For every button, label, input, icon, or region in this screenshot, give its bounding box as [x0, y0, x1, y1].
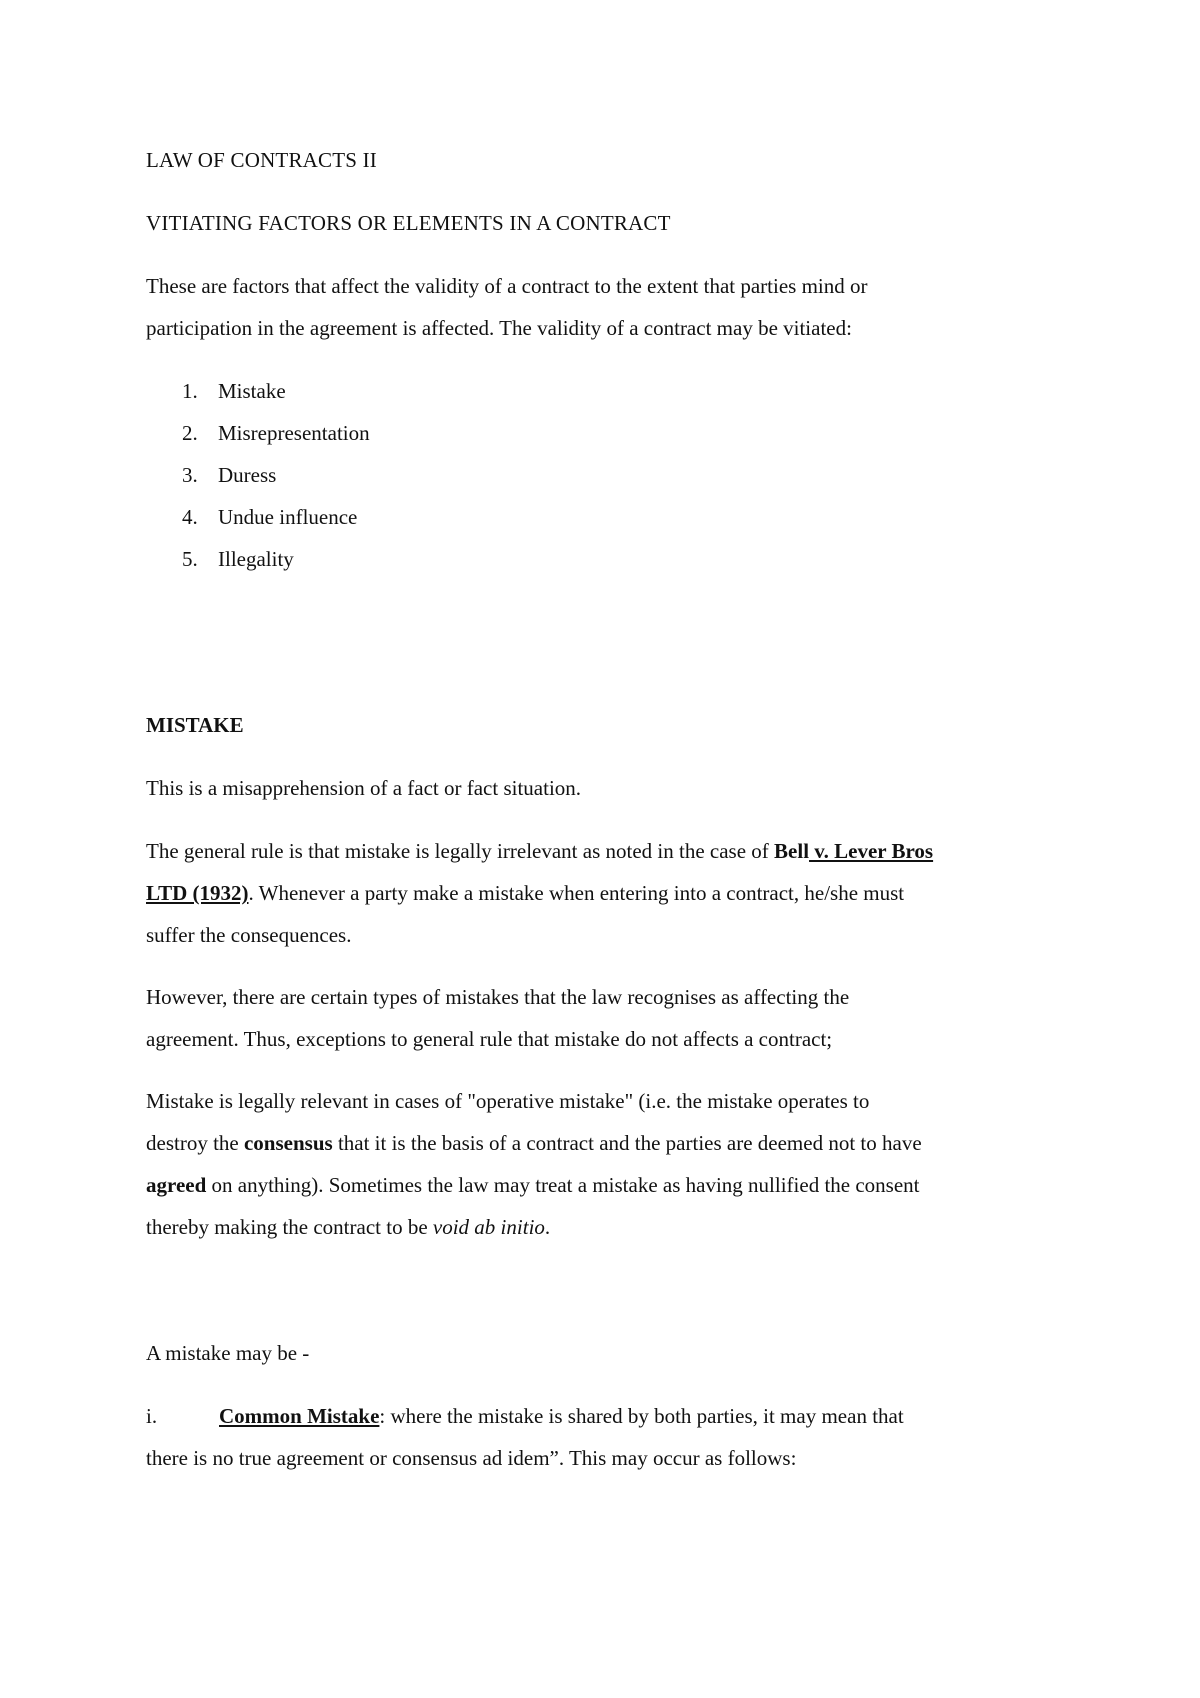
mistake-definition: This is a misapprehension of a fact or fact situation.	[146, 776, 582, 800]
common-mistake-item: i. Common Mistake: where the mistake is shared by both parties, it may mean that there is no true agreement or consensus ad idem”. This may occur as follows:	[146, 1404, 904, 1470]
list-item: 3. Duress	[182, 463, 277, 487]
term-consensus: consensus	[243, 1131, 333, 1155]
term-common-mistake: Common Mistake	[219, 1404, 380, 1428]
term-agreed: agreed	[146, 1173, 207, 1197]
list-item: 5. Illegality	[182, 547, 294, 571]
list-item: 1. Mistake	[182, 379, 286, 403]
exceptions-paragraph: However, there are certain types of mistakes that the law recognises as affecting the agreement. Thus, exceptions to general rule that mistake do not affects a contract;	[146, 985, 850, 1051]
mistake-heading: MISTAKE	[146, 713, 244, 737]
list-item: 4. Undue influence	[182, 505, 358, 529]
intro-paragraph: These are factors that affect the validity of a contract to the extent that parties mind or participation in the agreement is affected. The validity of a contract may be vitiated:	[146, 274, 868, 340]
types-intro: A mistake may be -	[146, 1341, 310, 1365]
case-name-part2: v. Lever Bros	[809, 839, 934, 863]
list-item: 2. Misrepresentation	[182, 421, 370, 445]
term-void-ab-initio: void ab initio	[432, 1215, 545, 1239]
general-rule-paragraph: The general rule is that mistake is legally irrelevant as noted in the case of Bell v. Lever Bros LTD (1932). Whenever a party make a mistake when entering into a contract, he/she must suffer the consequences.	[146, 839, 934, 947]
document-title: LAW OF CONTRACTS II	[146, 148, 377, 172]
case-name-part1: Bell	[774, 839, 810, 863]
case-citation: LTD (1932)	[146, 881, 249, 905]
document-subtitle: VITIATING FACTORS OR ELEMENTS IN A CONTRACT	[146, 211, 671, 235]
operative-mistake-paragraph: Mistake is legally relevant in cases of "operative mistake" (i.e. the mistake operates to destroy the consensus that it is the basis of a contract and the parties are deemed not to have agreed on anything). Sometimes the law may treat a mistake as having nullified the consent thereby making the contract to be void ab initio.	[146, 1089, 922, 1239]
